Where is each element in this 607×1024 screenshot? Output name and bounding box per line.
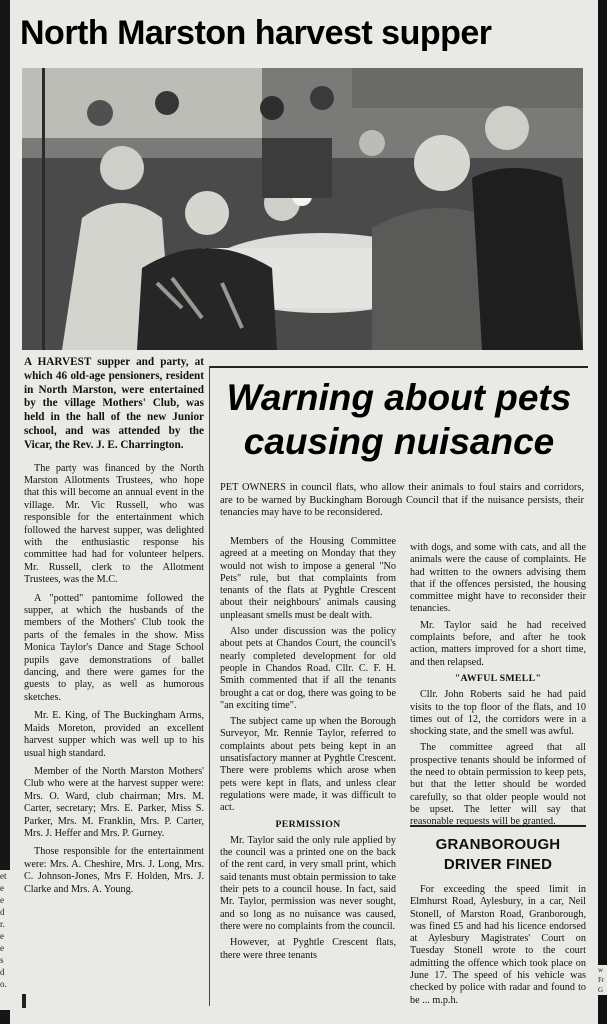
subhead-awful-smell: "AWFUL SMELL" <box>454 672 542 684</box>
pets-article-lead: PET OWNERS in council flats, who allow their animals to foul stairs and corridors, are to be warned by Buckingham Borough Council that if the nuisance persists, their tenancies may have to be reconsidered. <box>220 482 584 518</box>
headline-line: causing nuisance <box>243 421 555 462</box>
pets-article-column-2 <box>410 542 586 833</box>
headline-line: Warning about pets <box>226 377 572 418</box>
fragment: e <box>0 931 4 941</box>
article-headline-harvest-supper: North Marston harvest supper <box>20 14 492 52</box>
fragment: s <box>0 955 4 965</box>
granborough-article-body <box>410 884 586 1007</box>
article-paragraph: However, at Pyghtle Crescent flats, there were three tenants <box>220 937 396 961</box>
article-headline-granborough <box>410 835 586 875</box>
fragment: Fr <box>598 976 605 984</box>
article-paragraph: The party was financed by the North Marston Allotments Trustees, who hope that this will become an annual event in the village. Mr. Vic Russell, who was responsible for the entertainment which followed the harvest supper, was delighted with the enthusiastic response his committee had had for volunteer helpers. Mr. Russell, clerk to the Allotment Trustees, was the M.C. <box>24 462 204 586</box>
article-paragraph: Member of the North Marston Mothers' Club who were at the harvest supper were: Mrs. O. Ward, club chairman; Mrs. M. Carter, secretary; Mrs. E. Parker, Miss S. Parker, Mrs. M. Franklin, Mrs. P. Carter, Mrs. J. Heffer and Mrs. P. Gurney. <box>24 765 204 839</box>
page-mark <box>22 994 26 1008</box>
article-paragraph: A "potted" pantomime followed the supper, at which the husbands of the members of the Mothers' Club took the parts of the females in the show. Miss Monica Taylor's Dance and Stage School pupils gave demonstrations of ballet dancing, and there were games for the guests to play, as well as humorous sketches. <box>24 592 204 703</box>
granborough-headline-box <box>410 825 586 875</box>
fragment: e <box>0 883 4 893</box>
article-paragraph: Members of the Housing Committee agreed at a meeting on Monday that they would not wish to impose a general "No Pets" rule, but that complaints from tenants of the flats at Pyghtle Crescent about their neighbours' animals causing unpleasant smells must be dealt with. <box>220 536 396 621</box>
photo-illustration <box>22 68 583 350</box>
article-paragraph: The subject came up when the Borough Surveyor, Mr. Rennie Taylor, referred to complaints about pets being kept in an unsatisfactory manner at Pyghtle Crescent. There were problems which arose when pets were kept in flats, and unless clear regulations were made, it was difficult to act. <box>220 716 396 814</box>
article-paragraph: Mr. E. King, of The Buckingham Arms, Maids Moreton, provided an excellent harvest supper which was well up to his usual high standard. <box>24 710 204 759</box>
fragment: e <box>0 895 4 905</box>
fragment: r. <box>0 919 5 929</box>
pets-article-column-1 <box>220 536 396 966</box>
article-paragraph: Also under discussion was the policy about pets at Chandos Court, the council's nearly completed development for old people in Chandos Road. Cllr. C. F. H. Smith commented that if all the tenants brought a cat or dog, there was going to be "an exciting time". <box>220 626 396 711</box>
adjacent-column-fragment-right <box>598 965 607 995</box>
fragment: w <box>598 966 604 974</box>
headline-line: DRIVER FINED <box>443 856 553 873</box>
article-headline-pets <box>210 376 588 464</box>
headline-line: GRANBOROUGH <box>435 836 561 853</box>
fragment: d <box>0 967 5 977</box>
subhead-permission: PERMISSION <box>275 818 341 830</box>
article-paragraph-continued: with dogs, and some with cats, and all the animals were the cause of complaints. He had written to the owners advising them that if the offences persisted, the housing committee might have to reconsider their tenancies. <box>410 542 586 615</box>
fragment: d <box>0 907 5 917</box>
harvest-supper-photo <box>22 68 583 350</box>
article-paragraph: Cllr. John Roberts said he had paid visits to the top floor of the flats, and 10 times out of 12, the corridors were in a shocking state, and the smell was awful. <box>410 689 586 738</box>
fragment: G <box>598 986 604 994</box>
adjacent-column-fragment-left <box>0 870 10 1010</box>
article-paragraph: Mr. Taylor said the only rule applied by the council was a printed one on the back of the rent card, in very small print, which said tenants must obtain permission to take their pets to a council house. In fact, said Mr. Taylor, permission was never sought, and so long as no nuisance was caused, there were no complaints from the council. <box>220 834 396 932</box>
fragment: e <box>0 943 4 953</box>
pets-headline-box <box>210 366 588 480</box>
fragment: o. <box>0 979 7 989</box>
harvest-supper-article-body <box>24 356 204 902</box>
article-paragraph: The committee agreed that all prospective tenants should be informed of the need to obtain permission to keep pets, but that the letter should be worded carefully, so that older people would not be upset. The letter will say that reasonable requests will be granted. <box>410 742 586 828</box>
article-paragraph: For exceeding the speed limit in Elmhurst Road, Aylesbury, in a car, Neil Stonell, of Marston Road, Granborough, was fined £5 and had his licence endorsed at Aylesbury Magistrates' Court on Tuesday Stonell wrote to the court admitting the offence which took place on June 17. The speed of his vehicle was checked by police with radar and found to be ... m.p.h. <box>410 884 586 1006</box>
article-paragraph: Mr. Taylor said he had received complaints before, and after he took action, matters improved for a short time, and then relapsed. <box>410 619 586 668</box>
article-paragraph: Those responsible for the entertainment were: Mrs. A. Cheshire, Mrs. J. Long, Mrs. C. Johnson-Jones, Mrs F. Holden, Mrs. J. Clarke and Mrs. A. Young. <box>24 846 204 895</box>
fragment: et <box>0 871 7 881</box>
page-edge-right <box>598 0 607 1024</box>
article-lead-paragraph: A HARVEST supper and party, at which 46 old-age pensioners, resident in North Marston, were entertained by the village Mothers' Club, was held in the hall of the new Junior school, and was attended by the Vicar, the Rev. J. E. Charrington. <box>24 356 204 451</box>
